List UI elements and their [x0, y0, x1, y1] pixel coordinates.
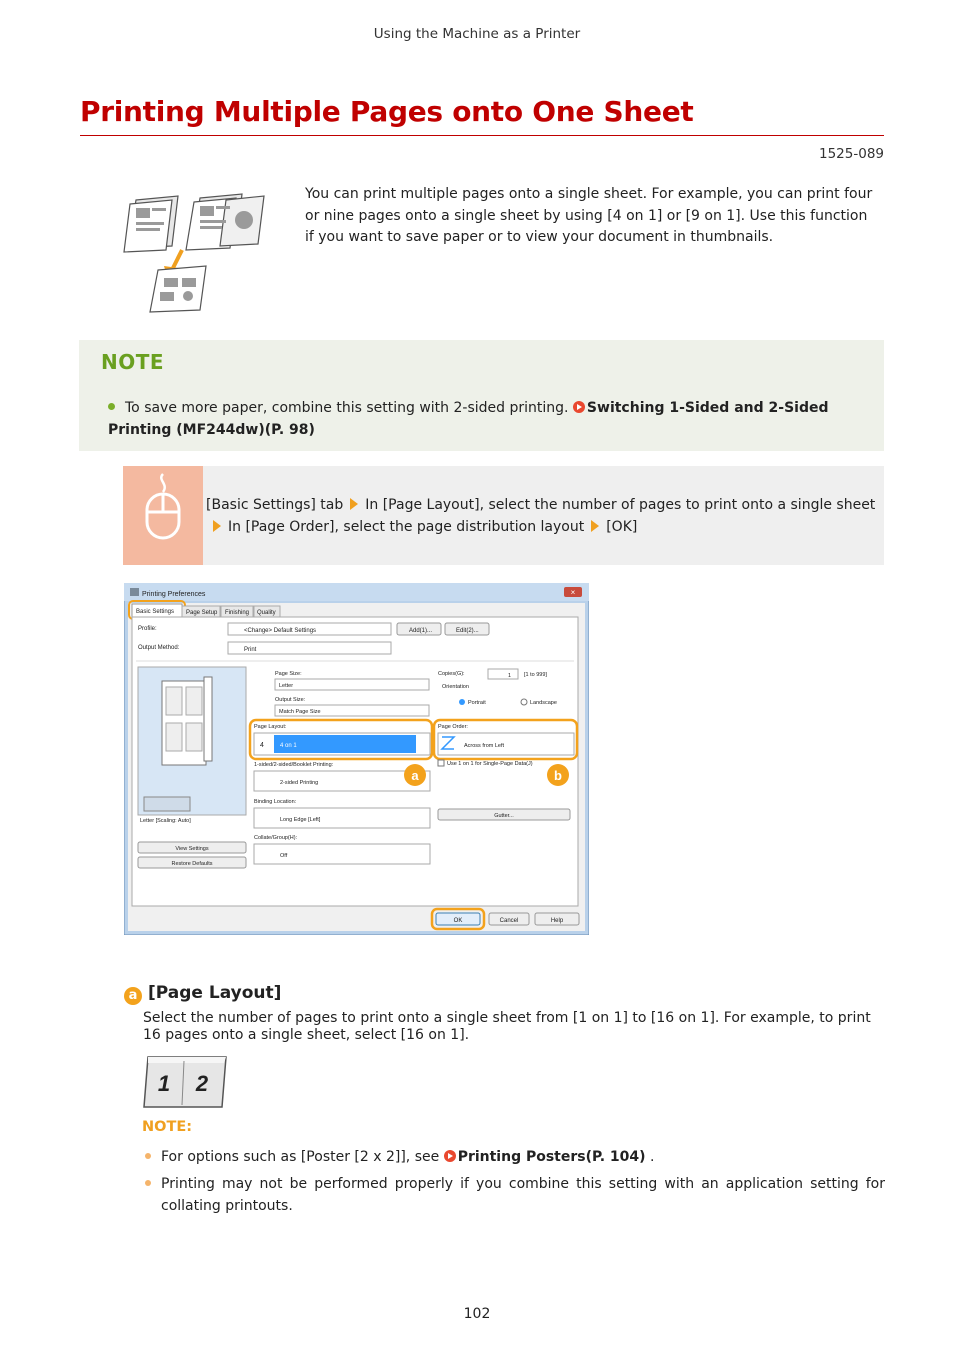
binding-label: Binding Location: [254, 799, 297, 805]
collate-value: Off [280, 853, 288, 859]
section-a-badge: a [124, 987, 142, 1005]
multiple-pages-illustration [122, 188, 272, 316]
note2-item-1 [145, 1146, 885, 1168]
close-icon: × [570, 588, 576, 597]
layout-digit: 1 [157, 1071, 171, 1096]
step-arrow-icon [213, 520, 221, 532]
page-number: 102 [463, 1306, 491, 1322]
use-1on1-label: Use 1 on 1 for Single-Page Data(J) [447, 761, 533, 767]
copies-label: Copies(G): [438, 671, 465, 677]
view-settings-label: View Settings [175, 846, 209, 852]
link-arrow-icon [573, 401, 585, 413]
page-size-label: Page Size: [275, 671, 302, 677]
callout-b-label: b [554, 768, 562, 783]
step-arrow-icon [591, 520, 599, 532]
preview-toggle[interactable] [144, 797, 190, 811]
note2-heading: NOTE: [142, 1119, 193, 1135]
copies-input[interactable] [488, 669, 518, 679]
layout-digit: 2 [195, 1071, 209, 1096]
procedure-side-panel [123, 466, 203, 565]
link-switching-sided-printing[interactable]: Switching 1-Sided and 2-Sided Printing (MF244dw)(P. 98) [108, 400, 829, 438]
note-heading: NOTE [101, 350, 165, 374]
sided-label: 1-sided/2-sided/Booklet Printing: [254, 762, 334, 768]
page-order-select[interactable] [438, 733, 574, 755]
output-method-label: Output Method: [138, 645, 180, 651]
note2-item-1-tail: . [649, 1149, 655, 1165]
section-a-description: Select the number of pages to print onto a single sheet from [1 on 1] to [16 on 1]. For example, to print 16 pages onto a single sheet, select [16 on 1]. [143, 1010, 871, 1043]
two-on-one-layout-icon [142, 1055, 228, 1109]
portrait-label: Portrait [468, 700, 486, 706]
dialog-title: Printing Preferences [142, 591, 206, 598]
bullet-icon [145, 1153, 151, 1159]
cancel-label: Cancel [499, 918, 519, 924]
tab-label: Finishing [225, 610, 250, 616]
page-size-select[interactable] [275, 679, 429, 690]
document-id: 1525-089 [819, 146, 884, 162]
svg-text:4: 4 [260, 742, 264, 749]
section-a-title: [Page Layout] [148, 983, 282, 1003]
preview-caption: Letter [Scaling: Auto] [140, 818, 191, 824]
restore-defaults-label: Restore Defaults [171, 861, 213, 867]
profile-value: <Change> Default Settings [244, 628, 317, 634]
output-method-value: Print [244, 647, 257, 653]
procedure-steps [206, 494, 882, 538]
copies-value: 1 [508, 673, 512, 679]
step-arrow-icon [350, 498, 358, 510]
tab-label: Quality [257, 610, 276, 616]
output-size-value: Match Page Size [279, 709, 321, 715]
note2-item-2-text: Printing may not be performed properly if you combine this setting with an application setting for collating printouts. [161, 1176, 885, 1214]
step-page-order: In [Page Order], select the page distribution layout [228, 519, 585, 535]
printing-preferences-screenshot [124, 583, 589, 935]
callout-a-label: a [411, 768, 419, 783]
note-item-text: To save more paper, combine this setting with 2-sided printing. [125, 400, 569, 416]
portrait-radio[interactable] [459, 699, 465, 705]
mouse-icon [123, 466, 203, 565]
link-arrow-icon [444, 1150, 456, 1162]
sided-value: 2-sided Printing [280, 780, 319, 786]
profile-label: Profile: [138, 626, 157, 632]
output-size-label: Output Size: [275, 697, 306, 703]
landscape-label: Landscape [530, 700, 557, 706]
tab-label: Page Setup [186, 610, 218, 616]
page-layout-label: Page Layout: [254, 724, 287, 730]
tab-label: Basic Settings [136, 609, 175, 615]
bullet-icon [108, 403, 115, 410]
page-title: Printing Multiple Pages onto One Sheet [80, 95, 694, 128]
step-basic-settings: [Basic Settings] tab [206, 497, 344, 513]
page-order-label: Page Order: [438, 724, 468, 730]
page-order-value: Across from Left [464, 743, 505, 749]
note-item [108, 398, 868, 441]
binding-value: Long Edge [Left] [280, 817, 321, 823]
copies-range: [1 to 999] [524, 672, 547, 678]
link-printing-posters[interactable]: Printing Posters(P. 104) [457, 1149, 646, 1165]
printer-icon [130, 588, 139, 596]
help-label: Help [550, 918, 564, 924]
use-1on1-checkbox[interactable] [438, 760, 444, 766]
gutter-label: Gutter... [494, 813, 514, 819]
ok-label: OK [453, 918, 463, 924]
orientation-label: Orientation [442, 684, 469, 690]
edit-button-label: Edit(2)... [456, 628, 479, 634]
landscape-radio[interactable] [521, 699, 527, 705]
page-layout-value: 4 on 1 [280, 743, 297, 749]
intro-paragraph: You can print multiple pages onto a single sheet. For example, you can print four or nine pages onto a single sheet by using [4 on 1] or [9 on 1]. Use this function if you want to save paper or to view your document in thumbnails. [305, 186, 873, 245]
note2-item-1-text: For options such as [Poster [2 x 2]], see [161, 1149, 440, 1165]
bullet-icon [145, 1180, 151, 1186]
note2-item-2 [145, 1173, 885, 1217]
running-header: Using the Machine as a Printer [373, 26, 581, 42]
collate-label: Collate/Group(H): [254, 835, 298, 841]
title-underline [80, 135, 884, 136]
page-size-value: Letter [279, 683, 294, 689]
step-page-layout: In [Page Layout], select the number of pages to print onto a single sheet [365, 497, 876, 513]
step-ok: [OK] [606, 519, 638, 535]
add-button-label: Add(1)... [409, 628, 433, 634]
